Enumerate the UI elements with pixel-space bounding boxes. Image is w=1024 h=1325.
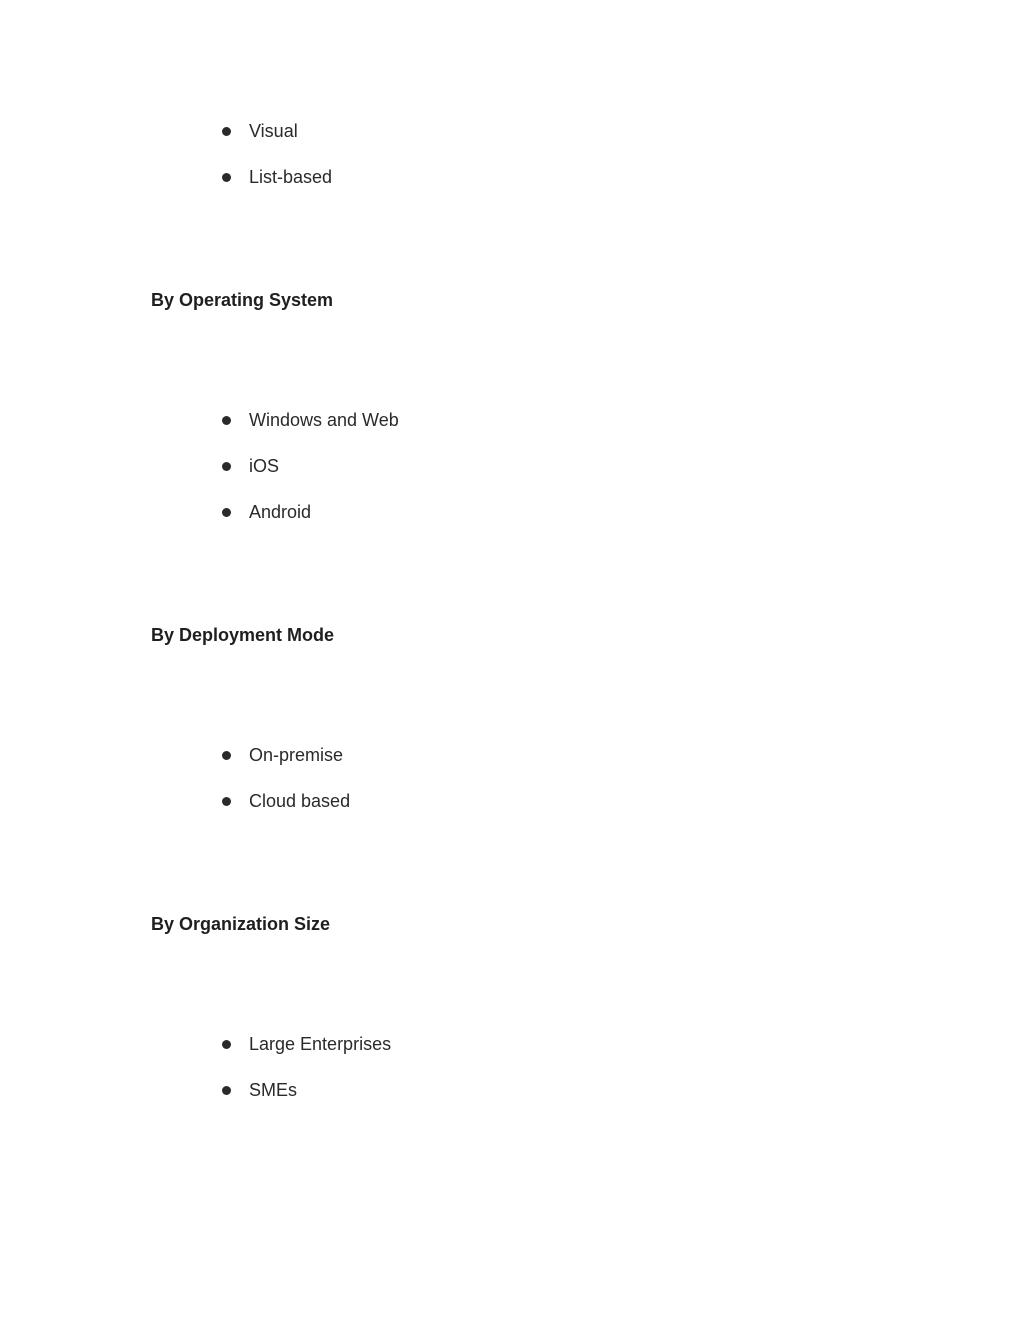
list-item — [219, 1079, 297, 1101]
list-item-label: Windows and Web — [249, 410, 399, 430]
list-item — [219, 166, 332, 188]
bullet-icon — [222, 462, 231, 471]
list-item — [219, 120, 298, 142]
bullet-icon — [222, 797, 231, 806]
bullet-icon — [222, 173, 231, 182]
list-item-label: Large Enterprises — [249, 1034, 392, 1054]
bullet-icon — [222, 1086, 231, 1095]
bullet-icon — [222, 416, 231, 425]
list-item-label: SMEs — [249, 1080, 298, 1100]
list-item-label: List-based — [249, 167, 333, 187]
section-heading-deployment-mode: By Deployment Mode — [151, 625, 335, 645]
bullet-icon — [222, 508, 231, 517]
list-item — [219, 744, 343, 766]
bullet-icon — [222, 127, 231, 136]
list-item-label: On-premise — [249, 745, 344, 765]
list-item — [219, 790, 350, 812]
bullet-icon — [222, 1040, 231, 1049]
section-heading-operating-system: By Operating System — [151, 290, 334, 310]
list-item-label: Visual — [249, 121, 298, 141]
list-item-label: iOS — [249, 456, 280, 476]
list-item — [219, 409, 399, 431]
section-heading-organization-size: By Organization Size — [151, 914, 331, 934]
list-item — [219, 501, 311, 523]
bullet-icon — [222, 751, 231, 760]
list-item — [219, 1033, 391, 1055]
list-item — [219, 455, 279, 477]
list-item-label: Android — [249, 502, 312, 522]
list-item-label: Cloud based — [249, 791, 351, 811]
